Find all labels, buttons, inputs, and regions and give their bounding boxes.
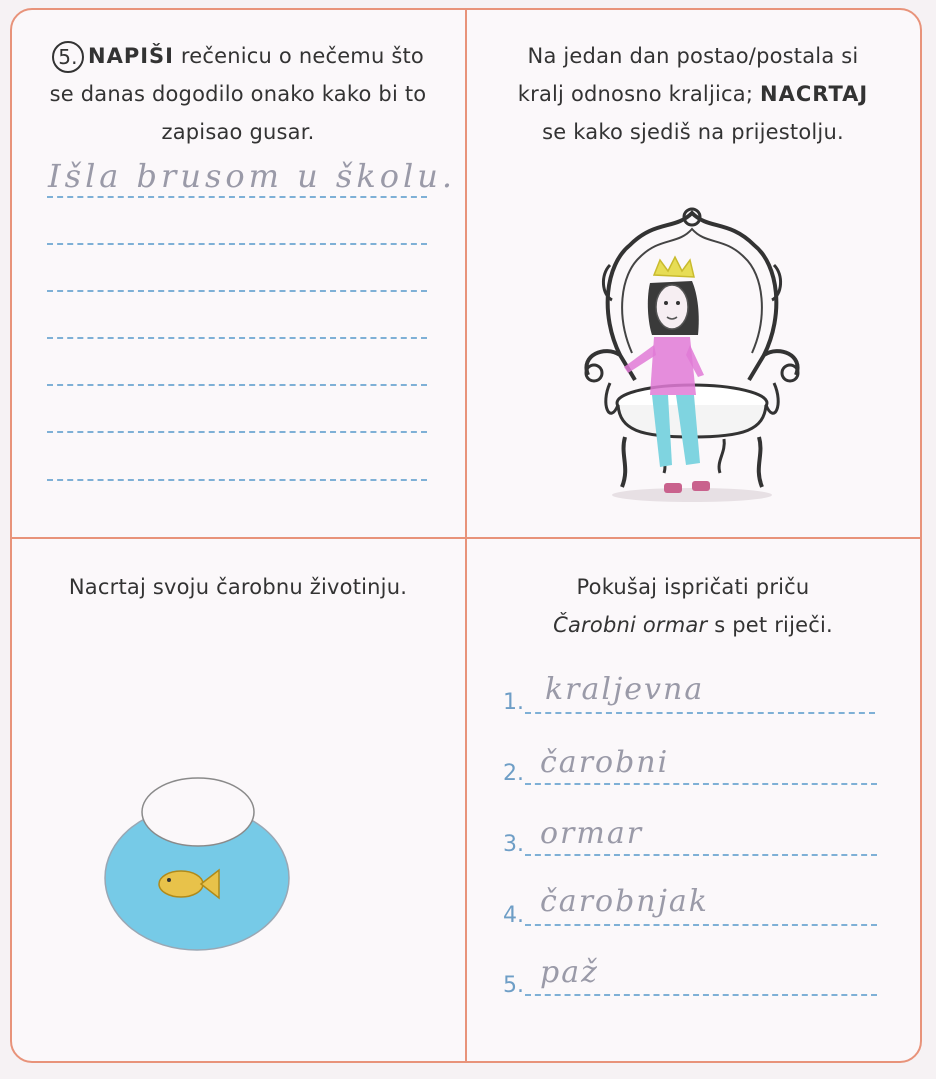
q4-line2-rest: s pet riječi. (707, 613, 833, 637)
answer-word: ormar (540, 816, 644, 851)
list-number: 4. (503, 903, 524, 928)
answer-word: paž (540, 955, 599, 990)
q1-handwritten-answer: Išla brusom u školu. (48, 157, 457, 195)
q4-line2 (478, 606, 908, 644)
q1-line1-rest: rečenicu o nečemu što (173, 44, 424, 68)
answer-word: kraljevna (545, 672, 705, 707)
list-number: 1. (503, 690, 524, 715)
q1-line2: se danas dogodilo onako kako bi to (49, 82, 427, 106)
writing-line (47, 337, 427, 339)
writing-line (47, 196, 427, 198)
writing-line (47, 290, 427, 292)
q4-line1: Pokušaj ispričati priču (576, 575, 810, 599)
writing-line (525, 994, 877, 996)
writing-line (47, 431, 427, 433)
q1-bold-word: NAPIŠI (88, 44, 174, 68)
list-number: 5. (503, 973, 524, 998)
q4-prompt (478, 568, 908, 644)
vertical-divider (465, 10, 467, 1062)
q2-line2-text: kralj odnosno kraljica; (517, 82, 760, 106)
answer-word: čarobni (540, 745, 670, 780)
q3-prompt (18, 568, 458, 606)
q1-line3: zapisao gusar. (161, 120, 315, 144)
q1-prompt (18, 37, 458, 151)
q2-line2 (478, 75, 908, 113)
answer-word: čarobnjak (540, 884, 709, 919)
task-number: 5. (52, 41, 84, 73)
horizontal-divider (12, 537, 920, 539)
q2-prompt (478, 37, 908, 151)
writing-line (47, 243, 427, 245)
writing-line (47, 384, 427, 386)
writing-line (525, 924, 877, 926)
list-number: 3. (503, 832, 524, 857)
list-number: 2. (503, 761, 524, 786)
fishbowl-drawing (95, 770, 295, 960)
q2-bold-word: NACRTAJ (760, 82, 869, 106)
q1-line1 (18, 37, 458, 75)
writing-line (525, 783, 877, 785)
writing-line (525, 854, 877, 856)
q2-line1: Na jedan dan postao/postala si (527, 44, 859, 68)
throne-illustration (580, 205, 805, 505)
q4-title: Čarobni ormar (553, 613, 708, 637)
writing-line (525, 712, 875, 714)
q3-line1: Nacrtaj svoju čarobnu životinju. (68, 575, 408, 599)
writing-line (47, 479, 427, 481)
q2-line3: se kako sjediš na prijestolju. (542, 120, 844, 144)
